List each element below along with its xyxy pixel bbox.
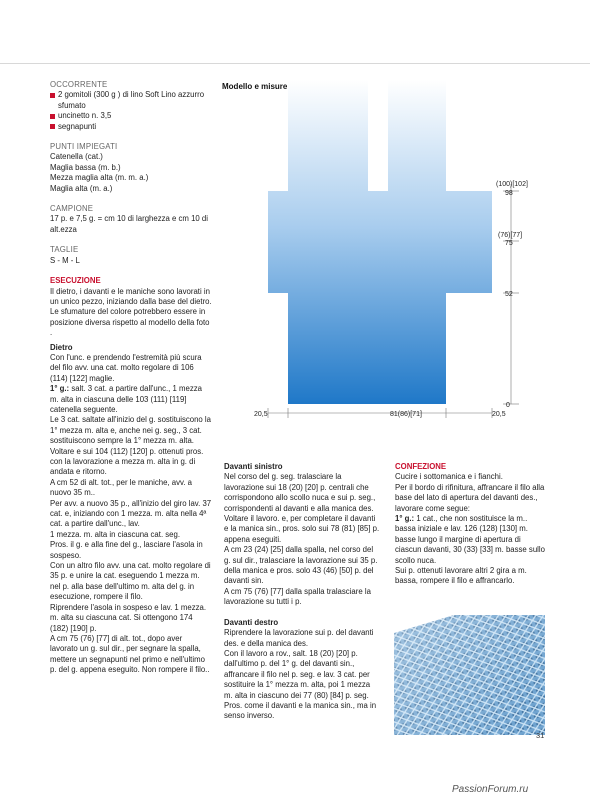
stitch-line: Maglia bassa (m. b.): [50, 162, 121, 172]
bullet-square-icon: [50, 124, 55, 129]
label-52: 52: [505, 291, 513, 298]
dietro-p8: Con un altro filo avv. una cat. molto regolare di 35 p. e unire la cat. eseguendo 1 mezza m. nel p. alla base dell'ultimo m. alta del g. in esecuzione, rompere il filo.: [50, 561, 211, 602]
dietro-heading: Dietro: [50, 342, 73, 352]
davanti-destro-section: [224, 618, 380, 722]
pattern-diagram: [222, 80, 552, 430]
davanti-sinistro-p1: Nel corso del g. seg. tralasciare la lavorazione sui 18 (20) [20] p. centrali che corrispondono allo scollo nuca e sui p. seg., corrispondenti al davanti e alla manica des. Voltare il lavoro. e, per completare il davanti e la manica sin., pros. solo sui 78 (81) [85] p. appena eseguiti.: [224, 472, 380, 544]
esecuzione-intro: Il dietro, i davanti e le maniche sono lavorati in un unico pezzo, iniziando dalla base del dietro.: [50, 286, 212, 306]
punti-section: [50, 142, 212, 194]
confezione-p2: Per il bordo di rifinitura, affrancare il filo alla base del lato di apertura del davanti des., lavorare come segue:: [395, 482, 545, 513]
material-item: uncinetto n. 3,5: [50, 111, 212, 121]
esecuzione-section: [50, 276, 212, 338]
taglie-section: [50, 245, 212, 266]
material-item: segnapunti: [50, 122, 212, 132]
davanti-sinistro-section: [224, 462, 380, 608]
campione-text: 17 p. e 7,5 g. = cm 10 di larghezza e cm 10 di alt.ezza: [50, 214, 208, 234]
davanti-sinistro-heading: Davanti sinistro: [224, 462, 283, 471]
occorrente-heading: OCCORRENTE: [50, 80, 108, 89]
esecuzione-dot: .: [50, 328, 53, 338]
taglie-text: S - M - L: [50, 255, 80, 265]
dietro-p7: Pros. il g. e alla fine del g., lasciare l'asola in sospeso.: [50, 540, 203, 560]
dietro-section: [50, 343, 212, 676]
punti-heading: PUNTI IMPIEGATI: [50, 142, 118, 152]
material-item: 2 gomitoli (300 g ) di lino Soft Lino azzurro sfumato: [50, 90, 212, 111]
watermark: PassionForum.ru: [452, 784, 529, 795]
column-right: [395, 462, 545, 587]
dietro-p5: Per avv. a nuovo 35 p., all'inizio del giro lav. 37 cat. e, iniziando con 1 mezza. m. alta nella 4ª cat. a partire dall'unc., lav.: [50, 498, 212, 529]
top-rule: [0, 63, 590, 64]
campione-heading: CAMPIONE: [50, 204, 94, 214]
stitch-line: Mezza maglia alta (m. m. a.): [50, 173, 149, 183]
page-number: 31: [536, 731, 545, 740]
davanti-destro-heading: Davanti destro: [224, 617, 279, 627]
esecuzione-note: Le sfumature del colore potrebbero essere in posizione diversa rispetto al modello della foto: [50, 307, 210, 327]
diagram-title: Modello e misure: [222, 82, 288, 91]
dietro-p4: A cm 52 di alt. tot., per le maniche, avv. a nuovo 35 m..: [50, 477, 192, 498]
dietro-p1: Con l'unc. e prendendo l'estremità più scura del filo avv. una cat. molto regolare di 106 (114) [122] maglie.: [50, 352, 202, 383]
davanti-destro-p2: Con il lavoro a rov., salt. 18 (20) [20] p. dall'ultimo p. del 1° g. del davanti sin., affrancare il filo nel p. seg. e lav. 3 cat. per sostituire la 1° mezza m. alta, poi 1 mezza m. alta in ciascuno dei 77 (80) [84] p. seg.: [224, 648, 371, 700]
davanti-destro-p1: Riprendere la lavorazione sui p. del davanti des. e della manica des.: [224, 628, 374, 648]
dietro-p3: Le 3 cat. saltate all'inizio del g. sostituiscono la 1° mezza m. alta e, anche nei g. seg., 3 cat. sostituiscono sempre la 1° mezza m. alta. Voltare e sui 104 (112) [120] p. ottenuti pros. con la lavorazione a mezza m. alta in g. di andata e ritorno.: [50, 415, 211, 477]
dietro-p6: 1 mezza. m. alta in ciascuna cat. seg.: [50, 529, 181, 539]
label-right-width: 20,5: [492, 411, 506, 418]
stitch-line: Maglia alta (m. a.): [50, 183, 113, 193]
label-98: 98: [505, 190, 513, 197]
bullet-square-icon: [50, 114, 55, 119]
garment-schematic: [222, 80, 552, 430]
campione-section: [50, 204, 212, 235]
taglie-heading: TAGLIE: [50, 245, 79, 255]
crochet-photo: [394, 615, 545, 735]
bullet-square-icon: [50, 93, 55, 98]
davanti-sinistro-p3: A cm 75 (76) [77] dalla spalla tralasciare la lavorazione su tutti i p.: [224, 586, 371, 607]
occorrente-section: [50, 80, 212, 132]
label-0: 0: [506, 402, 510, 409]
column-middle: [224, 462, 380, 722]
davanti-sinistro-p2: A cm 23 (24) [25] dalla spalla, nel corso del g. sul dir., tralasciare la lavorazione sui 35 p. della manica e pros. solo 43 (46) [50] p. del davanti sin.: [224, 545, 378, 586]
label-76-77: (76)[77]: [498, 232, 523, 239]
dietro-p9: Riprendere l'asola in sospeso e lav. 1 mezza. m. alta su ciascuna cat. Si ottengono 174 (182) [190] p.: [50, 602, 207, 633]
stitch-line: Catenella (cat.): [50, 152, 103, 162]
confezione-heading: CONFEZIONE: [395, 462, 447, 471]
confezione-p1: Cucire i sottomanica e i fianchi.: [395, 472, 503, 482]
column-left: [50, 80, 212, 676]
label-100-102: (100)[102]: [496, 181, 528, 188]
crochet-texture-image: [394, 615, 545, 735]
label-center-width: 81(86)[71]: [390, 411, 422, 418]
confezione-p4: Sui p. ottenuti lavorare altri 2 gira a m. bassa, rompere il filo e affrancarlo.: [395, 566, 527, 586]
garment-shape: [268, 80, 492, 404]
dietro-p10: A cm 75 (76) [77] di alt. tot., dopo aver lavorato un g. sul dir., per segnare la spalla, mettere un segnapunti nel primo e nell'ultimo p. del g. appena eseguito. Non rompere il filo..: [50, 633, 210, 675]
esecuzione-heading: ESECUZIONE: [50, 276, 101, 286]
confezione-p3: 1° g.: 1 cat., che non sostituisce la m.. bassa iniziale e lav. 126 (128) [130] m. basse lungo il margine di apertura di ciascun davanti, 30 (33) [33] m. basse sullo scollo nuca.: [395, 514, 545, 565]
dietro-p2: 1° g.: salt. 3 cat. a partire dall'unc., 1 mezza m. alta in ciascuna delle 103 (111) [119] catenella seguente.: [50, 384, 202, 414]
davanti-destro-p3: Pros. come il davanti e la manica sin., ma in senso inverso.: [224, 700, 377, 721]
label-75: 75: [505, 240, 513, 247]
label-left-width: 20,5: [254, 411, 268, 418]
